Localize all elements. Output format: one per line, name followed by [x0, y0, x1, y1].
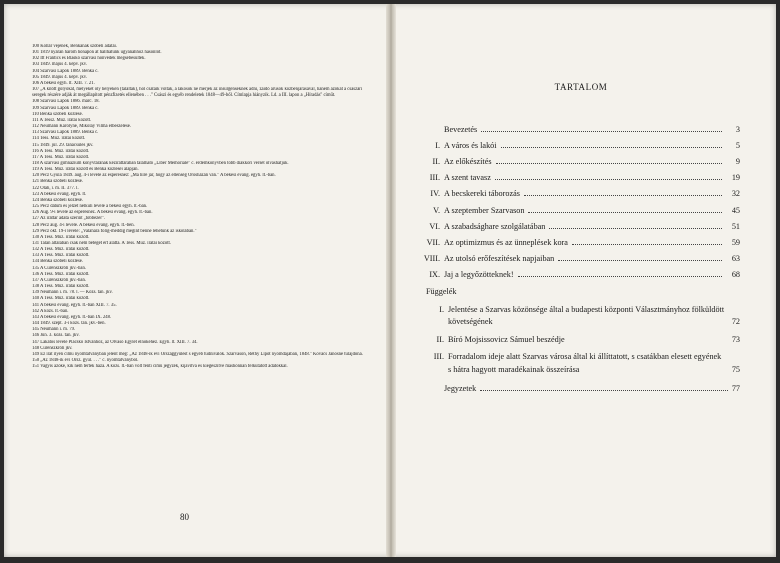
toc-entry-page: 3 — [735, 125, 740, 135]
toc-entry-number: VI. — [429, 221, 440, 231]
footnote: 124 Benka szóbeli közlése. — [32, 197, 84, 203]
footnote: 137 A Curenszkrőli jkv.-ban. — [32, 277, 86, 283]
footnote: 140 A Tess. Múz. iratai között. — [32, 296, 90, 302]
toc-entry — [422, 182, 740, 198]
appendix-entry — [422, 351, 740, 376]
toc-leader-dots — [495, 179, 722, 180]
appendix-entry-number: II. — [436, 334, 444, 344]
appendix-entry — [422, 304, 740, 329]
appendix-entry-number: III. — [433, 352, 444, 362]
appendix-entry-label: Bíró Mojsissovicz Sámuel beszédje — [448, 334, 565, 344]
footnote: 123 A békési evang. egyh. lt. — [32, 191, 87, 197]
toc-entry-label: A szeptember Szarvason — [444, 205, 525, 215]
toc-leader-dots — [528, 212, 722, 213]
toc-entry — [422, 231, 740, 247]
toc-entry-label: A szent tavasz — [444, 173, 491, 183]
toc-entry-number: IV. — [430, 189, 440, 199]
footnote: 126 Aug. 9-i levele az esperesnez. A békési evang. egyh. lt.-ban. — [32, 210, 153, 216]
toc-leader-dots — [480, 384, 728, 391]
toc-leader-dots — [524, 195, 722, 196]
toc-leader-dots — [572, 244, 722, 245]
footnote: 117 A Tess. Múz. iratai között. — [32, 154, 90, 160]
toc-leader-dots — [518, 276, 722, 277]
appendix-list — [422, 304, 740, 376]
toc-entry-notes — [422, 384, 740, 393]
toc-entry-number: V. — [433, 205, 440, 215]
footnote: 143 A békési evang. egyh. lt.-ban IX. 248. — [32, 314, 112, 320]
toc-entry-page: 63 — [731, 253, 740, 263]
footnote: 121 Benka szóbeli közlése. — [32, 179, 84, 185]
footnote: 132 A Tess. Múz. iratai között. — [32, 247, 90, 253]
toc-leader-dots — [558, 260, 722, 261]
footnote: 109 Szarvasi Lapok 1889. Benka c. — [32, 105, 99, 111]
toc-entry-page: 45 — [731, 205, 740, 215]
footnote: 105 1849. május 4. képv. jkv. — [32, 74, 87, 80]
appendix-entry-page: 75 — [731, 364, 740, 374]
toc-entry-label: Az optimizmus és az ünneplések kora — [444, 237, 568, 247]
appendix-title: Függelék — [426, 286, 457, 296]
footnote: 145 Neumann i. m. 79. — [32, 327, 76, 333]
toc-entry-number: III. — [429, 173, 440, 183]
footnote: 102 Itt Frantics és Blaskó szarvasi honvédek megsebesültek. — [32, 56, 146, 62]
toc-entry-label: A szabadsághare szolgálatában — [444, 221, 546, 231]
footnote: 100 Kollár vejének, Benkának szóbeli adatai. — [32, 44, 117, 49]
footnote: 135 A Curenszkrőli jkv.-ban. — [32, 265, 86, 271]
footnote: 130 A Tess. Múz. iratai között. — [32, 234, 90, 240]
right-page — [422, 82, 740, 393]
footnote: 115 1849. júl. 29. tanácsülés jkv. — [32, 142, 94, 148]
toc-entry-label: Bevezetés — [444, 125, 478, 135]
footnote: 104 Szarvasi Lapok 1889. Benka c. — [32, 68, 99, 74]
toc-leader-dots — [549, 228, 722, 229]
footnote: 108 Szarvasi Lapok 1886. márc. 18. — [32, 99, 100, 105]
footnote: 128 Pecz aug. 4-i levele. A békési evang. egyh. lt.-ben. — [32, 222, 135, 228]
toc-entry-label: Jaj a legyőzötteknek! — [444, 269, 514, 279]
toc-entry-page: 77 — [731, 383, 740, 393]
footnote: 151 Vagyis azoké, kik nem tértek haza. A közs. lt.-ban volt fenti című jegyzék, kijavítva és kiegészítve máshonnan felkutatott adatokkal. — [32, 364, 288, 370]
book-spread — [4, 4, 776, 557]
toc-list — [422, 118, 740, 279]
toc-entry-label: Jegyzetek — [444, 383, 477, 393]
footnote: 142 A közs. lt.-ban. — [32, 308, 69, 314]
toc-leader-dots — [496, 163, 722, 164]
appendix-entry-page: 73 — [731, 334, 740, 344]
toc-entry — [422, 215, 740, 231]
toc-entry — [422, 263, 740, 279]
footnote: 139 Neumann i. m. 78. l. — Közs. tan. jkv. — [32, 290, 113, 296]
toc-entry — [422, 198, 740, 214]
toc-entry-number: VIII. — [423, 253, 440, 263]
footnotes-list — [32, 44, 372, 370]
toc-entry-page: 5 — [735, 141, 740, 151]
appendix-entry-label: Forradalom ideje alatt Szarvas városa által ki állíttatott, s csatákban elesett egyének s hátra hagyott maradékainak összeírása — [448, 352, 722, 374]
footnote: 141 A békési evang. egyh. lt.-ban XIII. 7. 35. — [32, 302, 117, 308]
footnote: 111 A Tessz. Múz. iratai között. — [32, 117, 92, 123]
toc-title: TARTALOM — [554, 82, 608, 92]
footnote: 129 Pecz okt. 19-i levele: „Valahára fölig-meddig megint benne lehetünk az iskolában." — [32, 228, 197, 234]
footnote: 150 „Az 1848-ik évi Orsz. gyűl. . . ." c. nyomtatványból. — [32, 357, 139, 363]
toc-entry — [422, 134, 740, 150]
toc-entry-page: 68 — [731, 269, 740, 279]
footnote: 127 Az irattár adata szerint „többezer". — [32, 216, 105, 222]
appendix-entry-number: I. — [439, 304, 444, 314]
footnote: 122 Oláh, i. m. II. 377. l. — [32, 185, 79, 191]
toc-entry-page: 9 — [735, 157, 740, 167]
footnote: 119 A Tess. Múz. iratai között és Benka közlései alapján. — [32, 167, 139, 173]
footnote: 147 Lakatos levele Placskó Istvánhoz, az Olvasó Egylet elnökéhez. Egyh. lt. XIII. 7. 34. — [32, 339, 198, 345]
footnote: 133 A Tess. Múz. iratai között. — [32, 253, 90, 259]
left-page — [32, 44, 372, 524]
footnote: 131 Talán általában csak nem beteget ért alatta. A Tess. Múz. iratai között. — [32, 241, 171, 246]
appendix-entry-label: Jelentése a Szarvas közönsége által a budapesti központi Választmányhoz fölküldött követségének — [448, 304, 725, 327]
footnote: 106 A békési egyh. lt. XIII. 7. 21. — [32, 80, 95, 86]
toc-leader-dots — [481, 131, 722, 132]
footnote: 101 1819 nyarán három hónapon át hallhatunk ugyanahhoz hasonlót. — [32, 50, 162, 56]
footnote: 125 Pecz dátum és jelzet nélküli levele a békési egyh. lt.-ban. — [32, 204, 148, 210]
toc-entry-label: Az előkészítés — [444, 157, 492, 167]
toc-entry-number: I. — [435, 141, 440, 151]
footnote: 149 Ez írat ilyen címü nyomtatványban jelent meg: „Az 1848-ik évi Országgyűlést s egyéb tudnivalók. Szarvason, Réthy Lipót nyomdájában, 1848." Kovács Jánosné tulajdona. — [32, 351, 363, 357]
toc-entry — [422, 166, 740, 182]
toc-leader-dots — [501, 147, 722, 148]
toc-entry — [422, 247, 740, 263]
footnote: 107 „A kilőtt golyókat, melyeket oly helyeken (találtak), hol csatáik voltak, a lakosok ne merjék az insurgenseknek adni, zaidó árusok közbenjárásával, hanem azokat a császári seregek részére adják át megállapított pénzfizetés ellenében . . ." Császi és egyéb rendeletek 1848—49-ből. Címlapja hiányzik. Ld. a III. lapon a „Híradás" címűt. — [32, 87, 363, 99]
toc-entry-label: Az utolsó erőfeszítések napjaiban — [444, 253, 555, 263]
footnote: 136 A Tess. Múz. iratai között. — [32, 271, 90, 277]
toc-entry-number: IX. — [429, 269, 440, 279]
toc-entry-page: 32 — [731, 189, 740, 199]
footnote: 116 A Tess. Múz. iratai között. — [32, 148, 90, 154]
appendix-entry — [422, 334, 740, 346]
footnote: 148 Curenszkrőli jkv. — [32, 345, 73, 351]
toc-entry-page: 51 — [731, 221, 740, 231]
footnote: 110 Benka szóbeli közlése. — [32, 111, 83, 117]
toc-entry-label: A város és lakói — [444, 141, 497, 151]
footnote: 134 Benka szóbeli közlése. — [32, 259, 84, 265]
footnote: 120 Pecz Gyula 1849. aug. 4-i levele az esperesnez: „Ma hire jár, hogy az ellenség Orosházán van." A békési evang. egyh. lt.-ban. — [32, 173, 276, 179]
footnote: 113 Szarvasi Lapok 1889. Benka c. — [32, 130, 99, 136]
toc-entry — [422, 150, 740, 166]
footnote: 138 A Tess. Múz. iratai között. — [32, 284, 90, 290]
toc-entry-page: 19 — [731, 173, 740, 183]
toc-entry-number: VII. — [426, 237, 440, 247]
book-gutter — [386, 4, 396, 557]
footnote: 114 Tess. Múz. iratai között. — [32, 136, 86, 142]
toc-entry-number: II. — [432, 157, 440, 167]
footnote: 118 A szarvasi gimnázium könyvtárának kézirattárában található „Liber Memoriale" c. érdemkönyvben több diákkori versét olvashatjuk. — [32, 160, 289, 166]
toc-entry-page: 59 — [731, 237, 740, 247]
toc-entry-label: A becskereki táborozás — [444, 189, 520, 199]
page-number: 80 — [180, 512, 189, 522]
footnote: 103 1849. május 4. képv. jkv. — [32, 62, 87, 68]
appendix-entry-page: 72 — [731, 317, 740, 327]
footnote: 112 Neumann Károlyné, Mikolay Vilma elbeszélése. — [32, 124, 132, 130]
toc-entry — [422, 118, 740, 134]
footnote: 144 1849. szept. 3-i közs. tan. jkv.-ben. — [32, 321, 106, 327]
footnote: 146 Jún. 3. közs. tan. jkv. — [32, 333, 80, 339]
